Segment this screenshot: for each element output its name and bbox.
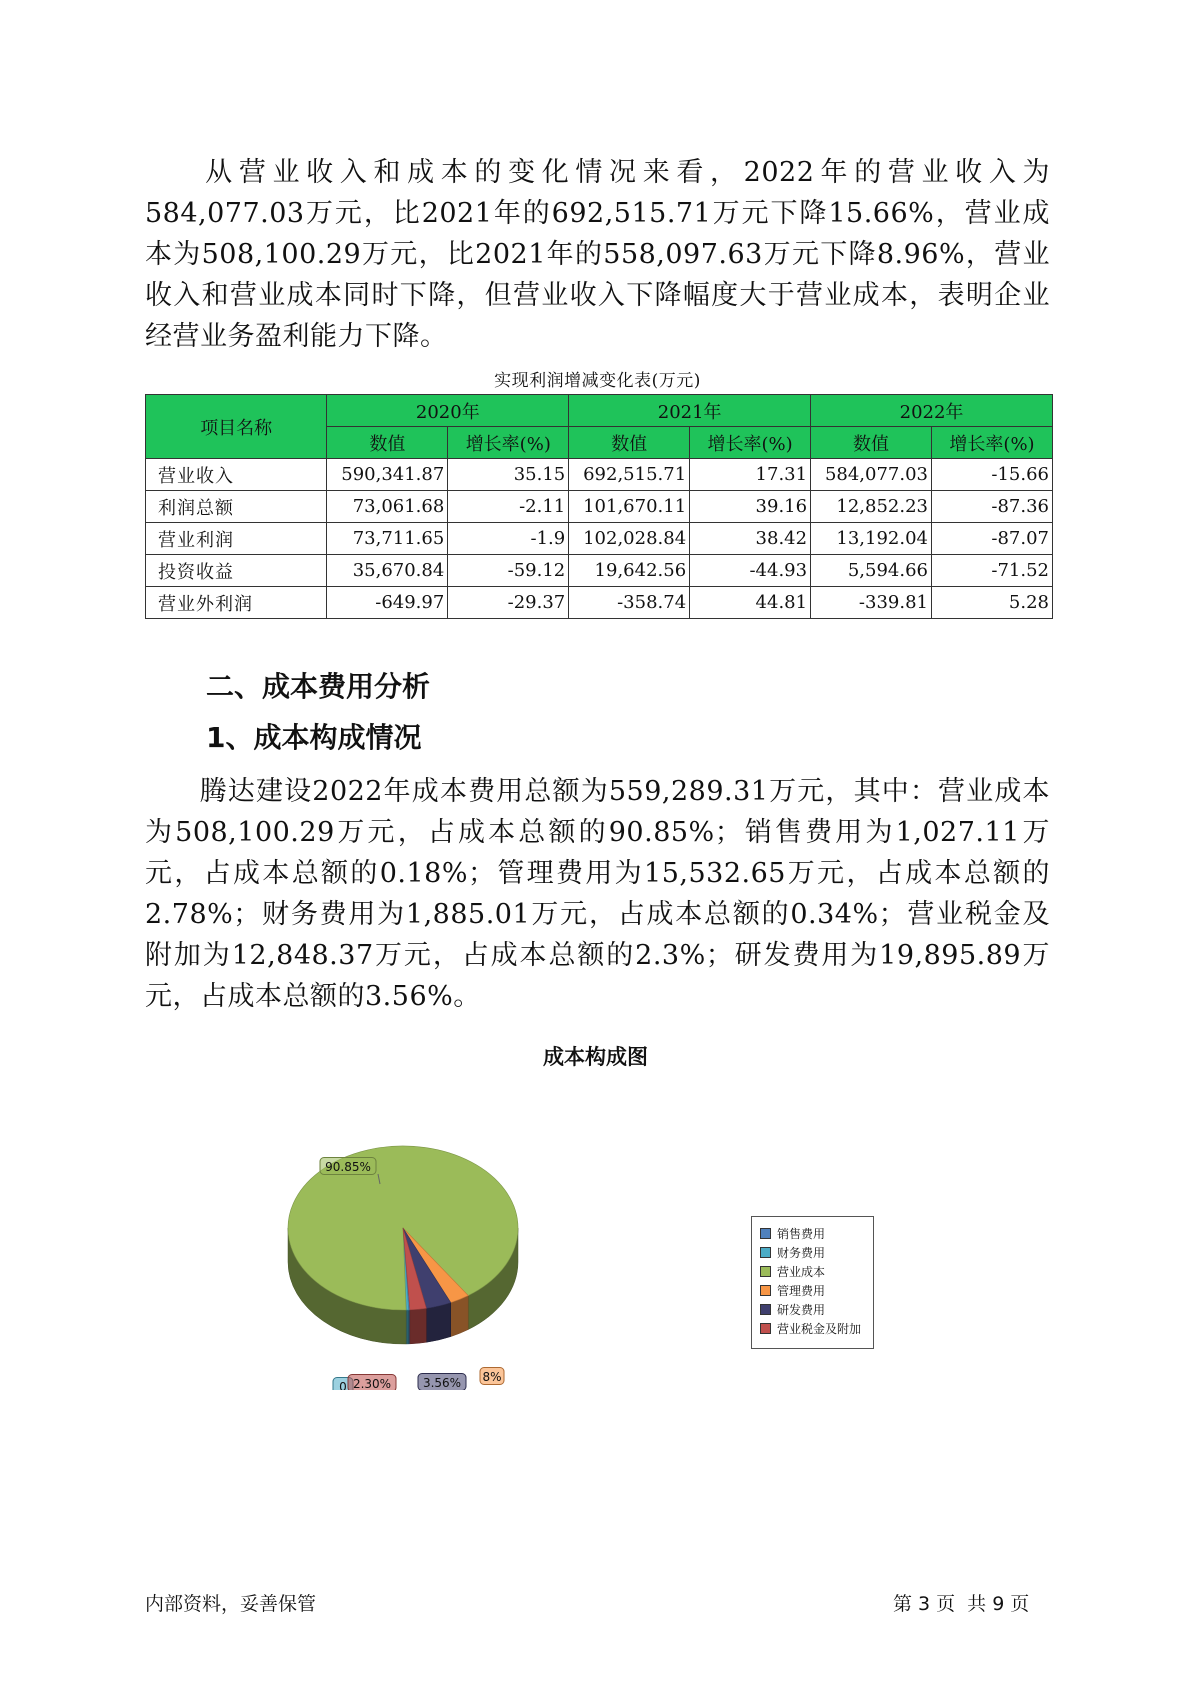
cell-growth-rate: -87.07 <box>932 523 1053 555</box>
cell-value: 5,594.66 <box>811 555 932 587</box>
table-row <box>146 459 1053 491</box>
intro-paragraph <box>145 152 1050 357</box>
footer-page-info <box>893 1589 1035 1616</box>
legend-label: 销售费用 <box>777 1227 826 1241</box>
cost-paragraph-text: 腾达建设2022年成本费用总额为559,289.31万元，其中：营业成本为508,100.29万元，占成本总额的90.85%；销售费用为1,027.11万元，占成本总额的0.18%；管理费用为15,532.65万元，占成本总额的2.78%；财务费用为1,885.01万元，占成本总额的0.34%；营业税金及附加为12,848.37万元，占成本总额的2.3%；研发费用为19,895.89万元，占成本总额的3.56%。 <box>145 776 1050 1012</box>
cost-pie-chart <box>280 1090 560 1390</box>
cell-value: 35,670.84 <box>327 555 448 587</box>
footer-confidential-note: 内部资料，妥善保管 <box>145 1593 317 1615</box>
pie-data-label-text: 3.56% <box>422 1376 462 1390</box>
row-item-name: 营业收入 <box>146 459 327 491</box>
cell-growth-rate: -71.52 <box>932 555 1053 587</box>
cell-growth-rate: 5.28 <box>932 587 1053 619</box>
total-prefix: 共 <box>967 1593 987 1615</box>
header-growth: 增长率(%) <box>690 427 811 459</box>
cell-growth-rate: -59.12 <box>448 555 569 587</box>
chart-title: 成本构成图 <box>543 1045 648 1069</box>
cell-value: 13,192.04 <box>811 523 932 555</box>
legend-item <box>760 1300 873 1319</box>
cell-value: 101,670.11 <box>569 491 690 523</box>
total-pages: 9 <box>992 1593 1005 1615</box>
cell-growth-rate: 44.81 <box>690 587 811 619</box>
profit-change-table <box>145 394 1053 619</box>
cell-growth-rate: 38.42 <box>690 523 811 555</box>
cell-growth-rate: -15.66 <box>932 459 1053 491</box>
pie-data-label <box>480 1368 504 1385</box>
pie-slice-side <box>426 1303 450 1343</box>
cell-growth-rate: -2.11 <box>448 491 569 523</box>
chart-legend <box>751 1216 874 1349</box>
legend-item <box>760 1281 873 1300</box>
intro-paragraph-text: 从营业收入和成本的变化情况来看，2022年的营业收入为584,077.03万元，比2021年的692,515.71万元下降15.66%，营业成本为508,100.29万元，比2021年的558,097.63万元下降8.96%，营业收入和营业成本同时下降，但营业收入下降幅度大于营业成本，表明企业经营业务盈利能力下降。 <box>145 157 1050 352</box>
section-heading: 二、成本费用分析 <box>206 670 431 703</box>
legend-swatch <box>760 1228 771 1239</box>
table-caption: 实现利润增减变化表(万元) <box>494 371 701 391</box>
legend-swatch <box>760 1247 771 1258</box>
legend-label: 财务费用 <box>777 1246 826 1260</box>
total-suffix: 页 <box>1010 1593 1030 1615</box>
legend-label: 营业税金及附加 <box>777 1322 862 1336</box>
pie-slice-side <box>406 1310 408 1344</box>
pie-data-label <box>348 1375 396 1391</box>
cell-growth-rate: -29.37 <box>448 587 569 619</box>
pie-data-label <box>320 1158 376 1175</box>
cell-value: 584,077.03 <box>811 459 932 491</box>
cell-value: 19,642.56 <box>569 555 690 587</box>
page-suffix: 页 <box>936 1593 956 1615</box>
cell-growth-rate: 35.15 <box>448 459 569 491</box>
table-row <box>146 587 1053 619</box>
cell-value: 12,852.23 <box>811 491 932 523</box>
header-year-2022: 2022年 <box>811 395 1053 427</box>
cell-value: 102,028.84 <box>569 523 690 555</box>
legend-swatch <box>760 1304 771 1315</box>
pie-data-label-text: 0 <box>339 1380 347 1390</box>
legend-item <box>760 1243 873 1262</box>
header-year-2021: 2021年 <box>569 395 811 427</box>
row-item-name: 营业利润 <box>146 523 327 555</box>
legend-label: 管理费用 <box>777 1284 826 1298</box>
row-item-name: 营业外利润 <box>146 587 327 619</box>
cell-growth-rate: -1.9 <box>448 523 569 555</box>
legend-item <box>760 1319 873 1338</box>
legend-label: 研发费用 <box>777 1303 826 1317</box>
row-item-name: 利润总额 <box>146 491 327 523</box>
header-growth: 增长率(%) <box>448 427 569 459</box>
header-growth: 增长率(%) <box>932 427 1053 459</box>
pie-data-label-text: 2.30% <box>352 1377 392 1390</box>
header-value: 数值 <box>569 427 690 459</box>
legend-item <box>760 1224 873 1243</box>
header-value: 数值 <box>327 427 448 459</box>
legend-item <box>760 1262 873 1281</box>
cell-value: 590,341.87 <box>327 459 448 491</box>
cell-value: -649.97 <box>327 587 448 619</box>
cell-value: 73,711.65 <box>327 523 448 555</box>
pie-data-label <box>418 1374 466 1391</box>
subsection-heading: 1、成本构成情况 <box>206 721 422 754</box>
table-row <box>146 555 1053 587</box>
legend-swatch <box>760 1266 771 1277</box>
cell-growth-rate: 39.16 <box>690 491 811 523</box>
cell-value: 73,061.68 <box>327 491 448 523</box>
cell-value: 692,515.71 <box>569 459 690 491</box>
header-item-name: 项目名称 <box>146 395 327 459</box>
cost-paragraph <box>145 771 1050 1017</box>
legend-label: 营业成本 <box>777 1265 826 1279</box>
header-year-2020: 2020年 <box>327 395 569 427</box>
legend-swatch <box>760 1285 771 1296</box>
table-row <box>146 491 1053 523</box>
page-number: 3 <box>918 1593 931 1615</box>
page-prefix: 第 <box>893 1593 913 1615</box>
cell-growth-rate: -44.93 <box>690 555 811 587</box>
cell-value: -339.81 <box>811 587 932 619</box>
cell-value: -358.74 <box>569 587 690 619</box>
cell-growth-rate: -87.36 <box>932 491 1053 523</box>
row-item-name: 投资收益 <box>146 555 327 587</box>
pie-slice-side <box>410 1308 426 1344</box>
table-row <box>146 523 1053 555</box>
cell-growth-rate: 17.31 <box>690 459 811 491</box>
legend-swatch <box>760 1323 771 1334</box>
header-value: 数值 <box>811 427 932 459</box>
pie-data-label-text: 90.85% <box>325 1160 371 1174</box>
pie-data-label-text: 8% <box>482 1370 502 1384</box>
